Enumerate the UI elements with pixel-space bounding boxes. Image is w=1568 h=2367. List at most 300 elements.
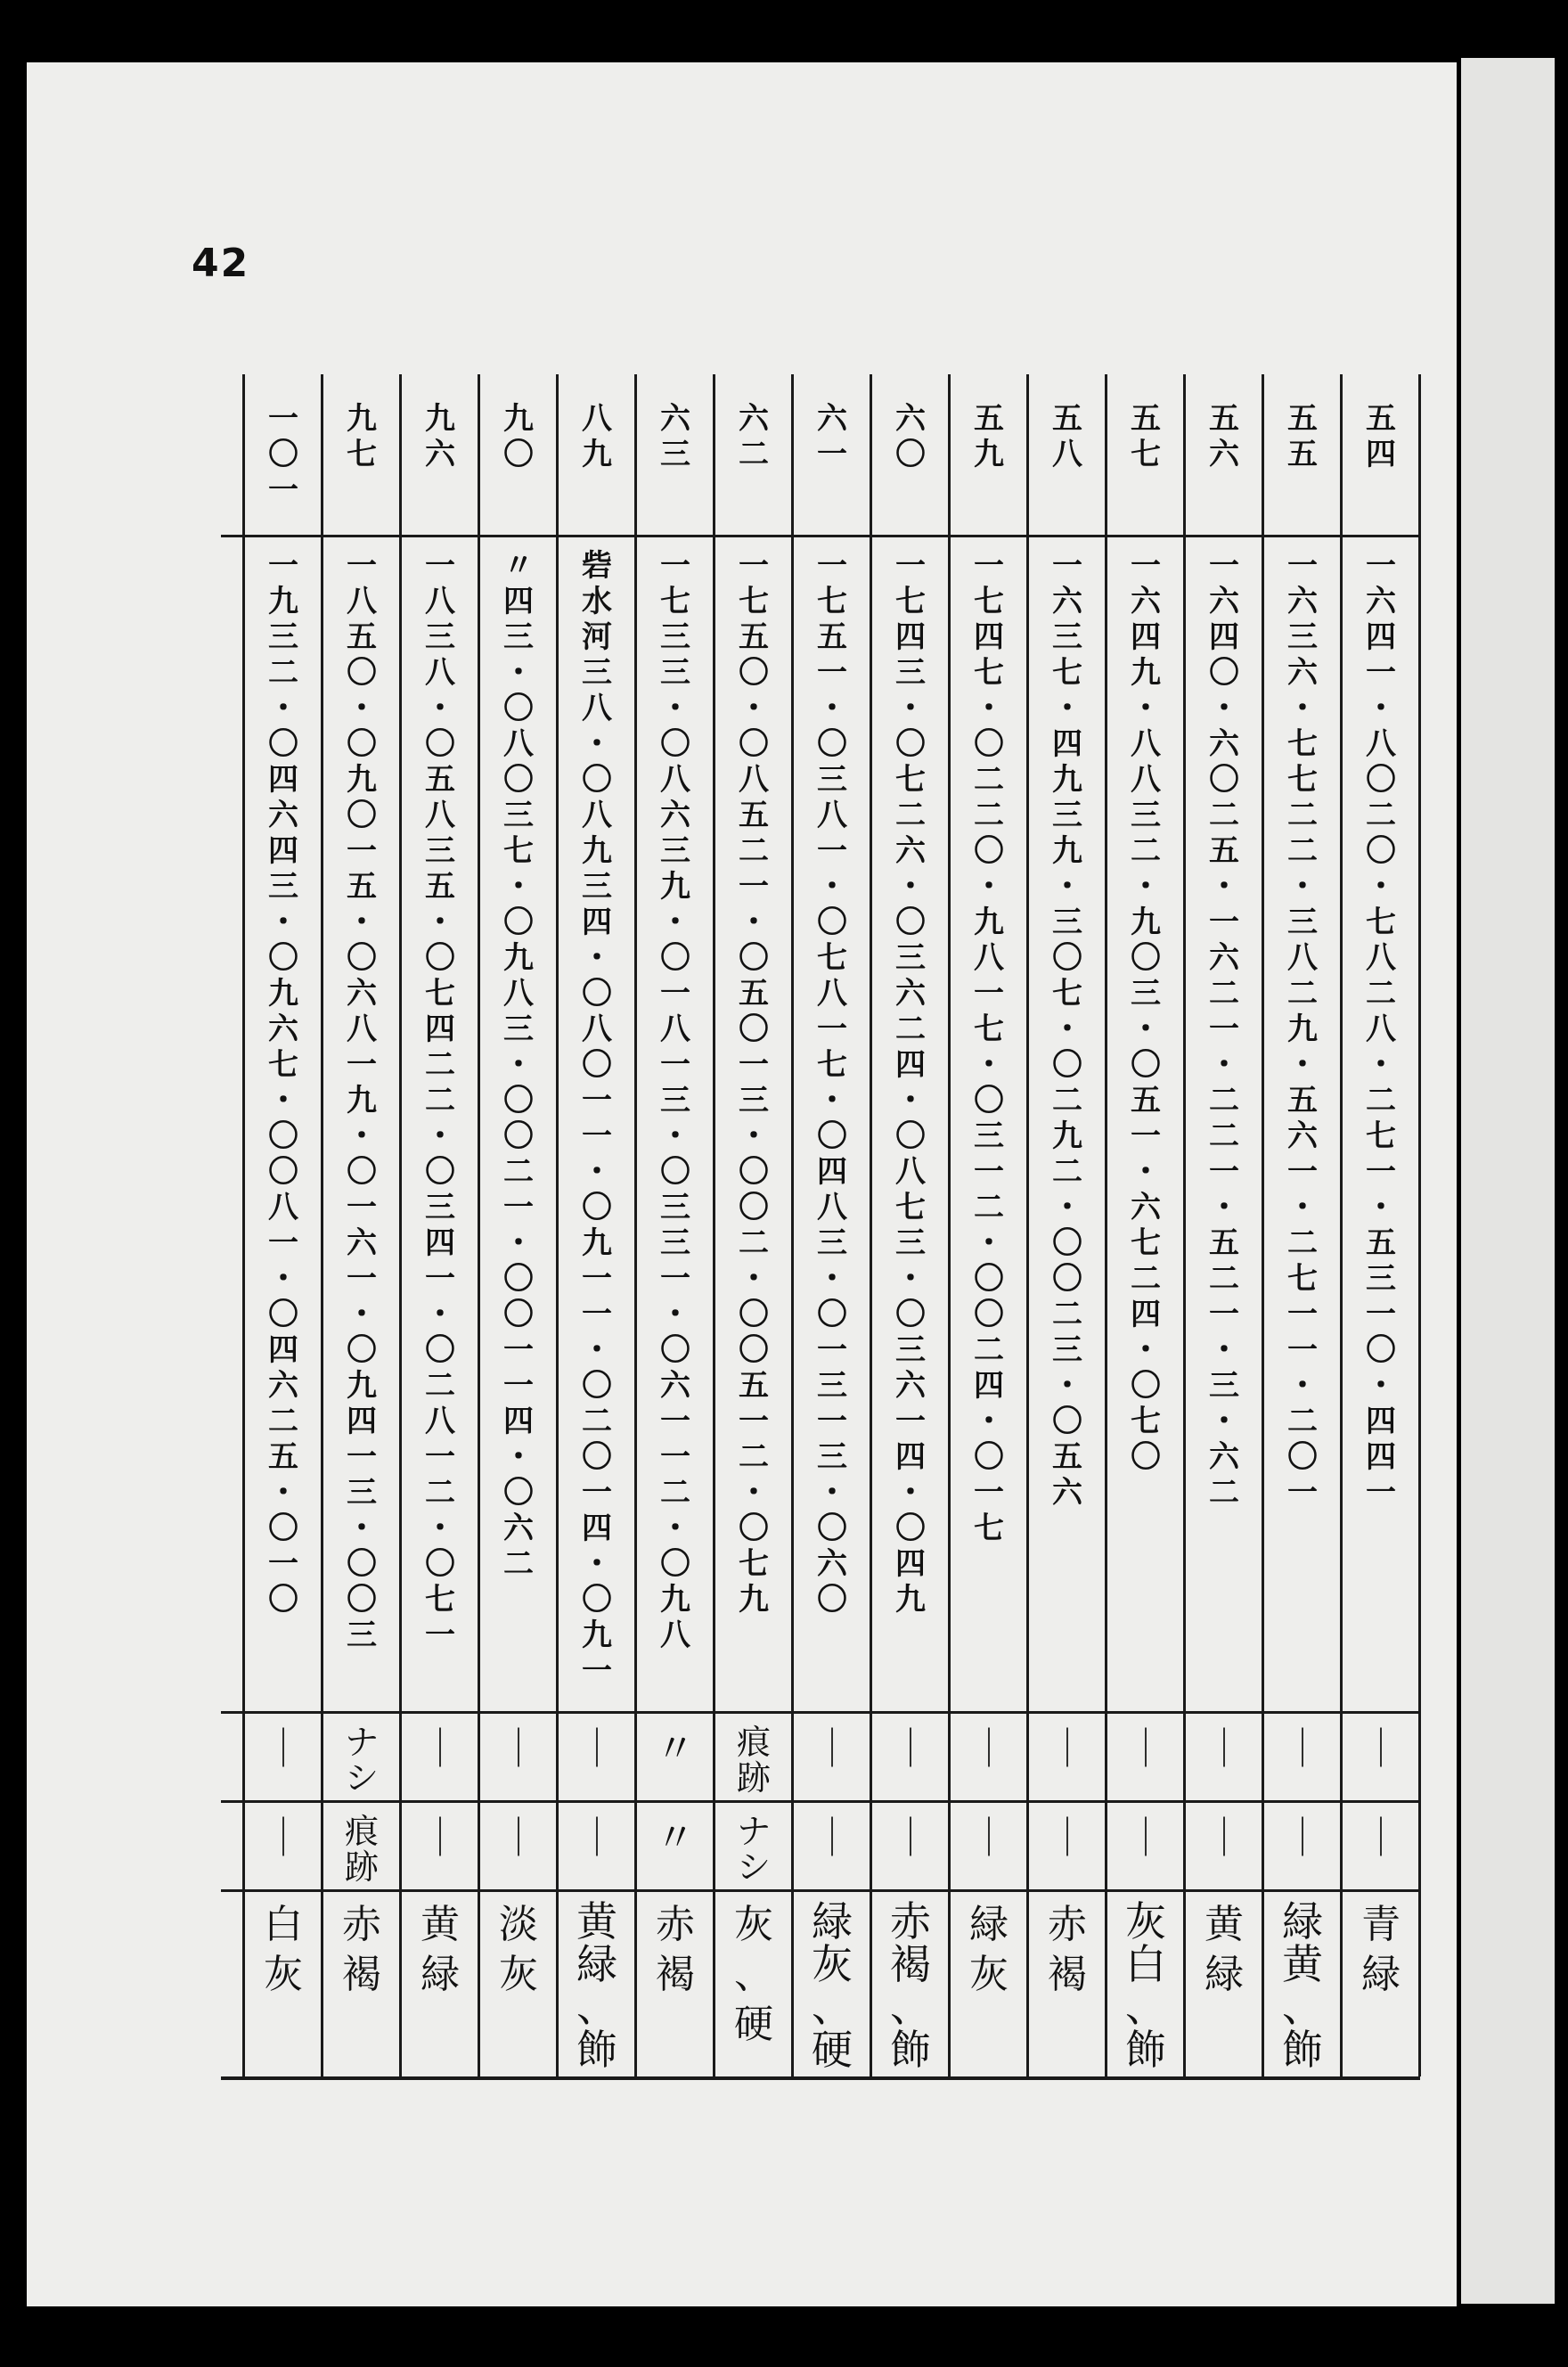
- glyph: ・: [817, 1083, 847, 1118]
- glyph: 七: [1052, 655, 1082, 691]
- glyph: 〇: [817, 726, 847, 762]
- glyph: 〇: [1052, 1261, 1082, 1297]
- glyph: 〇: [1366, 1332, 1396, 1368]
- glyph: 九: [660, 869, 690, 905]
- glyph: 三: [817, 762, 847, 798]
- glyph: シ: [344, 1758, 379, 1796]
- glyph: 六: [1209, 726, 1239, 762]
- glyph: 七: [660, 584, 690, 619]
- cell-v3: [1342, 1814, 1420, 1885]
- glyph: 二: [1209, 1083, 1239, 1118]
- glyph: 飾: [1282, 2026, 1323, 2074]
- glyph: ｜: [1205, 1726, 1244, 1772]
- glyph: 〇: [503, 1118, 534, 1154]
- glyph: ・: [1287, 1368, 1318, 1404]
- glyph: 四: [817, 1154, 847, 1190]
- glyph: 跡: [344, 1847, 379, 1885]
- glyph: 緑: [969, 1902, 1009, 1947]
- glyph: 褐: [1048, 1952, 1087, 1997]
- glyph: 九: [425, 401, 455, 437]
- glyph: 一: [660, 976, 690, 1012]
- glyph: 三: [817, 1225, 847, 1261]
- glyph: 〇: [739, 940, 769, 976]
- glyph: ・: [582, 726, 612, 762]
- glyph: 〇: [1131, 1439, 1161, 1475]
- cell-v4: [636, 1900, 715, 2074]
- glyph: 八: [1131, 726, 1161, 762]
- cell-v4: [323, 1900, 401, 2074]
- glyph: 九: [503, 401, 534, 437]
- glyph: 八: [895, 1154, 926, 1190]
- glyph: 四: [1366, 619, 1396, 655]
- glyph: 八: [582, 1012, 612, 1047]
- glyph: 一: [268, 1546, 298, 1582]
- glyph: 三: [268, 869, 298, 905]
- glyph: 緑: [812, 1900, 853, 1945]
- glyph: 二: [503, 1546, 534, 1582]
- glyph: 三: [660, 1190, 690, 1225]
- glyph: 四: [347, 1404, 377, 1439]
- glyph: ・: [268, 1475, 298, 1511]
- cell-v1: [401, 548, 479, 1707]
- glyph: 硬: [734, 2002, 773, 2047]
- cell-v4: [1263, 1900, 1342, 2074]
- glyph: 五: [1287, 437, 1318, 472]
- glyph: 赤: [890, 1900, 931, 1945]
- glyph: 九: [1052, 833, 1082, 869]
- glyph: 〇: [268, 726, 298, 762]
- glyph: 七: [974, 1012, 1004, 1047]
- glyph: 三: [582, 655, 612, 691]
- glyph: ・: [974, 1404, 1004, 1439]
- glyph: 二: [974, 798, 1004, 833]
- glyph: ・: [974, 869, 1004, 905]
- glyph: 八: [1366, 1012, 1396, 1047]
- glyph: 六: [660, 401, 690, 437]
- cell-v2: [244, 1724, 323, 1796]
- glyph: 黄: [1282, 1940, 1323, 1988]
- table-column: [950, 374, 1028, 2101]
- glyph: 一: [582, 1261, 612, 1297]
- glyph: 四: [974, 1368, 1004, 1404]
- glyph: 一: [974, 548, 1004, 584]
- glyph: 七: [268, 1047, 298, 1083]
- glyph: 七: [895, 1190, 926, 1225]
- glyph: ｜: [891, 1726, 930, 1772]
- glyph: シ: [736, 1847, 771, 1885]
- glyph: ・: [1209, 869, 1239, 905]
- glyph: 七: [1131, 437, 1161, 472]
- glyph: 二: [425, 1475, 455, 1511]
- glyph: 灰: [812, 1940, 853, 1988]
- cell-v3: [244, 1814, 323, 1885]
- glyph: 三: [660, 437, 690, 472]
- cell-v3: [401, 1814, 479, 1885]
- glyph: 一: [503, 1368, 534, 1404]
- glyph: 九: [1131, 905, 1161, 940]
- cell-v3: [1185, 1814, 1263, 1885]
- glyph: 七: [425, 976, 455, 1012]
- glyph: 五: [1366, 1225, 1396, 1261]
- cell-v4: [793, 1900, 871, 2074]
- glyph: 三: [347, 1475, 377, 1511]
- glyph: 緑: [421, 1952, 460, 1997]
- table-column: [1185, 374, 1263, 2101]
- glyph: 河: [582, 619, 612, 655]
- glyph: 五: [817, 619, 847, 655]
- glyph: 一: [1287, 1154, 1318, 1190]
- glyph: ・: [1052, 1368, 1082, 1404]
- glyph: 〇: [974, 726, 1004, 762]
- glyph: 二: [1052, 1083, 1082, 1118]
- glyph: 六: [1287, 655, 1318, 691]
- glyph: 一: [974, 1475, 1004, 1511]
- glyph: ・: [1287, 869, 1318, 905]
- glyph: 淡: [499, 1902, 538, 1947]
- glyph: 〇: [660, 1154, 690, 1190]
- glyph: 二: [1131, 1261, 1161, 1297]
- cell-v2: [950, 1724, 1028, 1796]
- glyph: 八: [660, 762, 690, 798]
- glyph: 五: [425, 762, 455, 798]
- glyph: 三: [1052, 619, 1082, 655]
- cell-v3: [1263, 1814, 1342, 1885]
- glyph: 一: [817, 437, 847, 472]
- glyph: ｜: [264, 1726, 303, 1772]
- glyph: 〇: [817, 1118, 847, 1154]
- glyph: 五: [739, 798, 769, 833]
- glyph: 八: [503, 976, 534, 1012]
- glyph: 一: [660, 1047, 690, 1083]
- glyph: 三: [1131, 976, 1161, 1012]
- glyph: 〇: [739, 1297, 769, 1332]
- glyph: ・: [1287, 1047, 1318, 1083]
- glyph: ・: [739, 1475, 769, 1511]
- cell-no: [323, 401, 401, 535]
- glyph: 七: [817, 1047, 847, 1083]
- glyph: ｜: [499, 1726, 538, 1772]
- glyph: 〃: [656, 1815, 695, 1861]
- glyph: 灰: [499, 1952, 538, 1997]
- glyph: 九: [347, 1368, 377, 1404]
- glyph: 四: [974, 619, 1004, 655]
- glyph: 九: [503, 940, 534, 976]
- glyph: 二: [660, 1475, 690, 1511]
- glyph: ・: [895, 869, 926, 905]
- glyph: 九: [739, 1582, 769, 1618]
- cell-no: [401, 401, 479, 535]
- glyph: 四: [1131, 1297, 1161, 1332]
- glyph: 〇: [425, 1332, 455, 1368]
- data-table: [221, 374, 1420, 2101]
- glyph: 八: [347, 584, 377, 619]
- glyph: 九: [582, 437, 612, 472]
- glyph: ・: [1366, 1190, 1396, 1225]
- glyph: 六: [268, 1368, 298, 1404]
- glyph: 二: [1366, 976, 1396, 1012]
- glyph: 九: [347, 401, 377, 437]
- table-column: [558, 374, 636, 2101]
- glyph: ・: [1366, 691, 1396, 726]
- glyph: ・: [895, 691, 926, 726]
- cell-no: [244, 401, 323, 535]
- cell-v1: [479, 548, 558, 1707]
- glyph: ・: [425, 1118, 455, 1154]
- cell-no: [715, 401, 793, 535]
- cell-no: [636, 401, 715, 535]
- cell-v3: [1028, 1814, 1107, 1885]
- glyph: 一: [739, 548, 769, 584]
- glyph: 一: [1209, 1154, 1239, 1190]
- glyph: 六: [425, 437, 455, 472]
- glyph: 一: [347, 548, 377, 584]
- glyph: 〇: [347, 1582, 377, 1618]
- glyph: ・: [1131, 1154, 1161, 1190]
- glyph: 、: [1282, 1983, 1323, 2031]
- glyph: 〇: [1052, 1404, 1082, 1439]
- glyph: 七: [1131, 1404, 1161, 1439]
- glyph: ・: [1131, 691, 1161, 726]
- glyph: 〇: [739, 655, 769, 691]
- glyph: 緑: [1361, 1952, 1401, 1997]
- table-column: [244, 374, 323, 2101]
- glyph: 六: [1131, 584, 1161, 619]
- glyph: ｜: [1283, 1726, 1322, 1772]
- glyph: 八: [268, 1190, 298, 1225]
- glyph: ｜: [1361, 1815, 1401, 1861]
- cell-v4: [871, 1900, 950, 2074]
- glyph: ・: [347, 1511, 377, 1546]
- cell-v1: [244, 548, 323, 1707]
- glyph: 一: [425, 1618, 455, 1653]
- glyph: ・: [503, 1047, 534, 1083]
- glyph: 九: [895, 1582, 926, 1618]
- glyph: 六: [817, 1546, 847, 1582]
- glyph: 一: [817, 833, 847, 869]
- glyph: ｜: [1205, 1815, 1244, 1861]
- table-column: [323, 374, 401, 2101]
- glyph: 〇: [974, 1297, 1004, 1332]
- glyph: 四: [503, 584, 534, 619]
- glyph: ・: [1209, 1332, 1239, 1368]
- glyph: 二: [1052, 1154, 1082, 1190]
- glyph: 〇: [582, 1368, 612, 1404]
- glyph: 六: [1052, 1475, 1082, 1511]
- glyph: 二: [739, 833, 769, 869]
- cell-no: [1342, 401, 1420, 535]
- glyph: 〇: [503, 905, 534, 940]
- glyph: 五: [347, 869, 377, 905]
- cell-v2: [1263, 1724, 1342, 1796]
- cell-v2: [558, 1724, 636, 1796]
- glyph: 〇: [503, 762, 534, 798]
- glyph: 三: [268, 619, 298, 655]
- cell-v3: [793, 1814, 871, 1885]
- glyph: ・: [660, 1511, 690, 1546]
- glyph: ｜: [421, 1815, 460, 1861]
- glyph: 一: [1131, 1118, 1161, 1154]
- glyph: 五: [739, 976, 769, 1012]
- glyph: 九: [582, 833, 612, 869]
- glyph: 二: [503, 1154, 534, 1190]
- glyph: 一: [503, 1332, 534, 1368]
- glyph: 六: [1052, 584, 1082, 619]
- glyph: 六: [739, 401, 769, 437]
- glyph: 三: [895, 1225, 926, 1261]
- glyph: 七: [1287, 762, 1318, 798]
- cell-v4: [479, 1900, 558, 2074]
- glyph: 七: [974, 655, 1004, 691]
- page-number: 42: [192, 241, 250, 286]
- glyph: 三: [425, 833, 455, 869]
- glyph: 二: [1287, 976, 1318, 1012]
- cell-v2: [715, 1724, 793, 1796]
- cell-no: [1263, 401, 1342, 535]
- glyph: 〇: [582, 1582, 612, 1618]
- glyph: 水: [582, 584, 612, 619]
- glyph: 〇: [660, 1332, 690, 1368]
- cell-v3: [1107, 1814, 1185, 1885]
- glyph: ・: [1366, 869, 1396, 905]
- glyph: 八: [660, 1618, 690, 1653]
- glyph: 一: [660, 1261, 690, 1297]
- cell-v4: [244, 1900, 323, 2074]
- glyph: 〇: [895, 1297, 926, 1332]
- glyph: 七: [1052, 976, 1082, 1012]
- glyph: ｜: [1126, 1726, 1165, 1772]
- glyph: 三: [817, 1439, 847, 1475]
- glyph: 一: [1366, 548, 1396, 584]
- glyph: 八: [817, 976, 847, 1012]
- glyph: 四: [1131, 619, 1161, 655]
- glyph: 九: [974, 437, 1004, 472]
- glyph: 〇: [425, 726, 455, 762]
- glyph: 黄: [1205, 1902, 1244, 1947]
- glyph: 三: [660, 655, 690, 691]
- glyph: 三: [1287, 905, 1318, 940]
- glyph: ｜: [969, 1726, 1009, 1772]
- glyph: 三: [895, 655, 926, 691]
- glyph: 一: [347, 1190, 377, 1225]
- glyph: 九: [268, 584, 298, 619]
- glyph: 、: [734, 1952, 773, 1997]
- glyph: 三: [425, 1190, 455, 1225]
- cell-no: [479, 401, 558, 535]
- glyph: 五: [1209, 833, 1239, 869]
- glyph: 四: [268, 1332, 298, 1368]
- glyph: 六: [1209, 437, 1239, 472]
- glyph: 〇: [268, 1154, 298, 1190]
- glyph: 三: [660, 1225, 690, 1261]
- glyph: 一: [268, 472, 298, 508]
- glyph: ・: [268, 1083, 298, 1118]
- glyph: 九: [582, 1618, 612, 1653]
- cell-no: [793, 401, 871, 535]
- glyph: 〇: [268, 1297, 298, 1332]
- glyph: 二: [895, 798, 926, 833]
- glyph: 三: [503, 798, 534, 833]
- glyph: 一: [582, 1653, 612, 1689]
- glyph: 二: [268, 655, 298, 691]
- glyph: 一: [817, 655, 847, 691]
- glyph: 褐: [890, 1940, 931, 1988]
- glyph: ・: [268, 691, 298, 726]
- glyph: 八: [425, 798, 455, 833]
- glyph: 一: [1131, 548, 1161, 584]
- cell-v3: [636, 1814, 715, 1885]
- glyph: 黄: [576, 1900, 617, 1945]
- glyph: ・: [503, 869, 534, 905]
- glyph: 〇: [268, 1582, 298, 1618]
- glyph: 〇: [268, 437, 298, 472]
- glyph: 四: [895, 1439, 926, 1475]
- glyph: 八: [1366, 940, 1396, 976]
- glyph: 青: [1361, 1902, 1401, 1947]
- glyph: 〇: [895, 1118, 926, 1154]
- glyph: 一: [347, 833, 377, 869]
- glyph: 一: [582, 1083, 612, 1118]
- glyph: 一: [582, 1475, 612, 1511]
- glyph: ｜: [1126, 1815, 1165, 1861]
- glyph: 二: [582, 1404, 612, 1439]
- glyph: 一: [503, 1190, 534, 1225]
- glyph: ・: [425, 905, 455, 940]
- glyph: 六: [1131, 1190, 1161, 1225]
- glyph: 四: [1366, 1439, 1396, 1475]
- glyph: 六: [1287, 584, 1318, 619]
- glyph: ｜: [969, 1815, 1009, 1861]
- table-column: [636, 374, 715, 2101]
- glyph: 二: [1209, 798, 1239, 833]
- glyph: 、: [576, 1983, 617, 2031]
- glyph: 〇: [974, 1083, 1004, 1118]
- glyph: 一: [582, 1297, 612, 1332]
- cell-v1: [1028, 548, 1107, 1707]
- glyph: 三: [503, 1012, 534, 1047]
- glyph: 九: [347, 1083, 377, 1118]
- glyph: 七: [1366, 905, 1396, 940]
- glyph: 〇: [347, 1332, 377, 1368]
- glyph: 五: [268, 1439, 298, 1475]
- glyph: 四: [895, 619, 926, 655]
- table-column: [1263, 374, 1342, 2101]
- glyph: 一: [1366, 1154, 1396, 1190]
- glyph: ・: [347, 691, 377, 726]
- glyph: 二: [974, 1332, 1004, 1368]
- glyph: 一: [1209, 548, 1239, 584]
- glyph: ・: [817, 1261, 847, 1297]
- glyph: 一: [347, 1047, 377, 1083]
- glyph: ・: [1131, 869, 1161, 905]
- glyph: 三: [1052, 905, 1082, 940]
- glyph: 緑: [576, 1940, 617, 1988]
- glyph: ・: [1052, 1190, 1082, 1225]
- glyph: 八: [582, 798, 612, 833]
- glyph: ・: [425, 1511, 455, 1546]
- glyph: 三: [582, 869, 612, 905]
- cell-v1: [1185, 548, 1263, 1707]
- glyph: 〇: [895, 905, 926, 940]
- glyph: 八: [582, 691, 612, 726]
- glyph: 〇: [974, 833, 1004, 869]
- glyph: 八: [660, 1012, 690, 1047]
- glyph: 一: [1209, 1012, 1239, 1047]
- glyph: 四: [425, 1012, 455, 1047]
- glyph: ・: [1052, 1012, 1082, 1047]
- glyph: 五: [974, 401, 1004, 437]
- glyph: 赤: [656, 1902, 695, 1947]
- glyph: ・: [1131, 1332, 1161, 1368]
